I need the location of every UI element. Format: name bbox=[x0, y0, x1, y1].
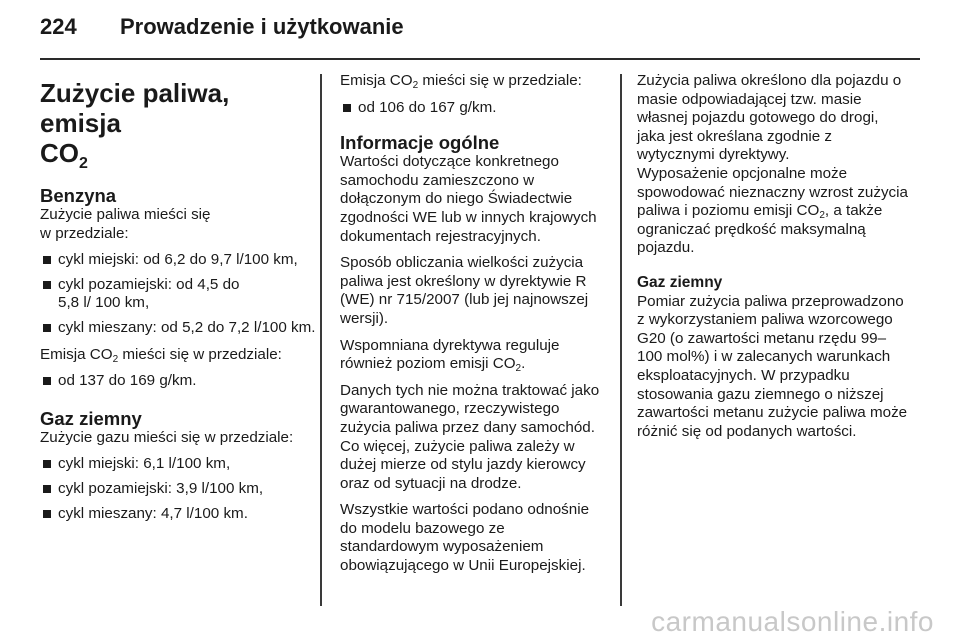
column-2 bbox=[340, 72, 606, 584]
page-number: 224 bbox=[40, 14, 77, 39]
info-paragraph-3: Wspomniana dyrektywa reguluje również poziom emisji $CO_2$. bbox=[340, 336, 560, 375]
emission-line: Emisja $CO_2$ mieści się w przedziale: bbox=[40, 345, 282, 365]
benzyna-list bbox=[40, 251, 316, 337]
page-header bbox=[40, 14, 404, 40]
list-item: cykl miejski: od 6,2 do 9,7 l/100 km, bbox=[40, 251, 308, 270]
benzyna-heading: Benzyna bbox=[40, 185, 117, 206]
gas-heading: Gaz ziemny bbox=[637, 273, 723, 291]
benzyna-intro: Zużycie paliwa mieści się w przedziale: bbox=[40, 206, 211, 242]
list-item: cykl mieszany: 4,7 l/100 km. bbox=[40, 505, 308, 524]
column-3 bbox=[637, 72, 909, 449]
info-paragraph-1: Wartości dotyczące konkretnego samochodu zamieszczono w dołączonym do niego Świadectwie zgodności WE lub w innych krajowych dokumentach rejestracyjnych. bbox=[340, 153, 597, 245]
chapter-title: Prowadzenie i użytkowanie bbox=[120, 14, 404, 39]
list-item: cykl miejski: 6,1 l/100 km, bbox=[40, 455, 308, 474]
column-1 bbox=[40, 72, 316, 531]
emission-line: Emisja $CO_2$ mieści się w przedziale: bbox=[340, 72, 582, 91]
info-paragraph-5: Wszystkie wartości podano odnośnie do modelu bazowego ze standardowym wyposażeniem obowiązującego w Unii Europejskiej. bbox=[340, 501, 590, 575]
gas-heading: Gaz ziemny bbox=[40, 407, 142, 429]
gas-paragraph: Pomiar zużycia paliwa przeprowadzono z wykorzystaniem paliwa wzorcowego G20 (o zawartości metanu rzędu 99–100 mol%) i w zalecanych warunkach eksploatacyjnych. W przypadku stosowania gazu ziemnego o niższej zawartości metanu zużycie paliwa może różnić się od podanych wartości. bbox=[637, 292, 908, 440]
gas-list bbox=[40, 455, 308, 523]
list-item: od 106 do 167 g/km. bbox=[340, 99, 606, 118]
equipment-paragraph: Wyposażenie opcjonalne może spowodować nieznaczny wzrost zużycia paliwa i poziomu emisji $CO_2$, a także ograniczać prędkość maksymalną pojazdu. bbox=[637, 164, 908, 257]
list-item: od 137 do 169 g/km. bbox=[40, 372, 308, 391]
watermark: carmanualsonline.info bbox=[651, 606, 934, 637]
list-item: cykl mieszany: od 5,2 do 7,2 l/100 km. bbox=[40, 319, 328, 338]
info-paragraph-2: Sposób obliczania wielkości zużycia paliwa jest określony w dyrektywie R (WE) nr 715/2007 (lub jej najnowszej wersji). bbox=[340, 254, 589, 327]
gas-intro: Zużycie gazu mieści się w przedziale: bbox=[40, 428, 294, 446]
column-divider-1 bbox=[320, 74, 322, 606]
list-item: cykl pozamiejski: 3,9 l/100 km, bbox=[40, 480, 308, 499]
mass-paragraph: Zużycia paliwa określono dla pojazdu o masie odpowiadającej tzw. masie własnej pojazdu gotowego do drogi, jaka jest określana zgodnie z wytycznymi dyrektywy. bbox=[637, 72, 902, 164]
column-divider-2 bbox=[620, 74, 622, 606]
header-rule bbox=[40, 58, 920, 60]
info-paragraph-4: Danych tych nie można traktować jako gwarantowanego, rzeczywistego zużycia paliwa przez dany samochód. Co więcej, zużycie paliwa zależy w dużej mierze od stylu jazdy kierowcy oraz od sytuacji na drodze. bbox=[340, 381, 600, 492]
info-heading: Informacje ogólne bbox=[340, 132, 500, 154]
list-item: cykl pozamiejski: od 4,5 do 5,8 l/ 100 km, bbox=[40, 276, 248, 313]
emission-list bbox=[340, 99, 606, 118]
section-title: Zużycie paliwa, emisja $CO_2$ bbox=[40, 78, 230, 172]
emission-list bbox=[40, 372, 308, 391]
